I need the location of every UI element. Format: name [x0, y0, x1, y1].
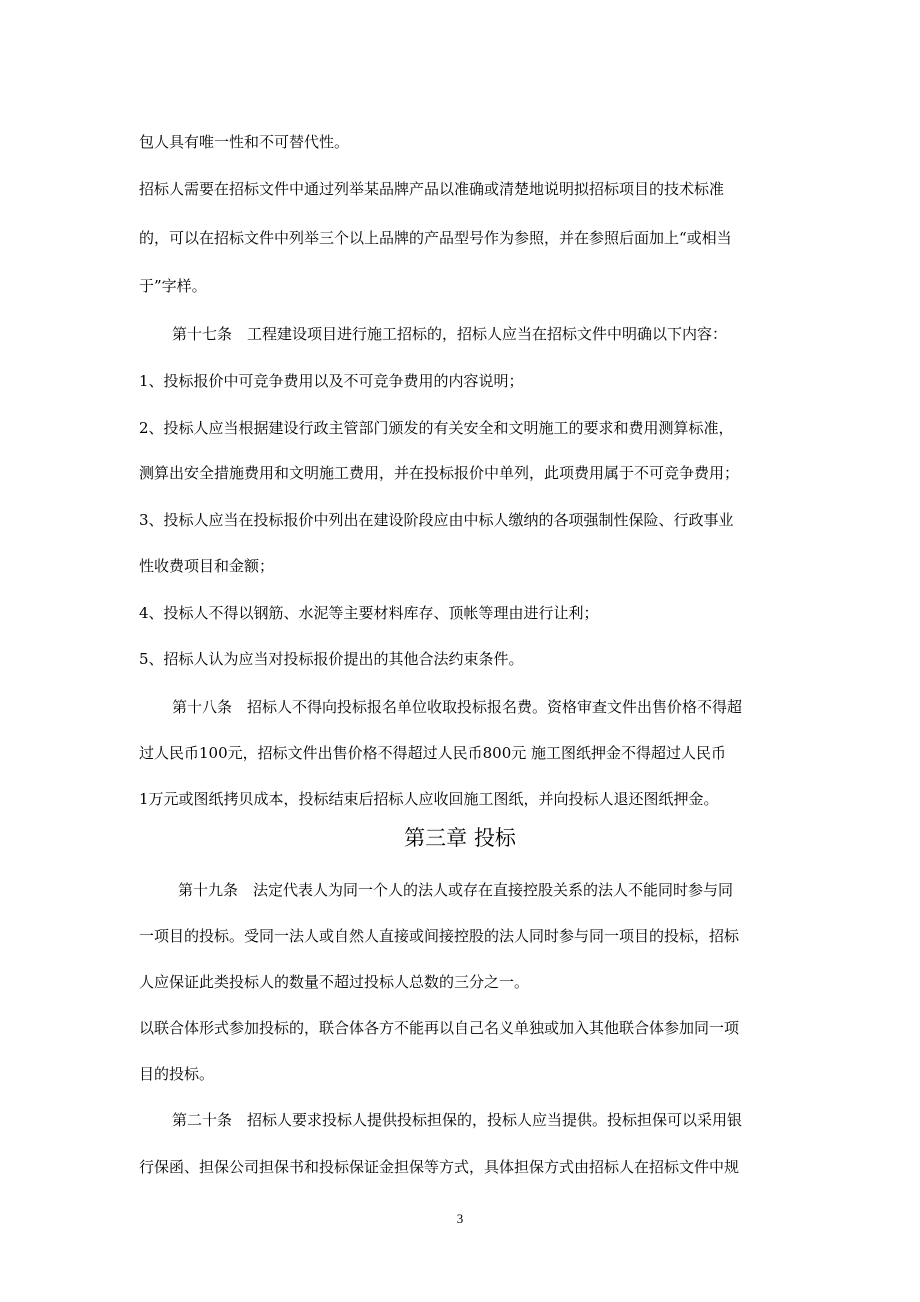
text-line: 人应保证此类投标人的数量不超过投标人总数的三分之一。	[139, 973, 530, 991]
text-line: 一项目的投标。受同一法人或自然人直接或间接控股的法人同时参与同一项目的投标，招标	[139, 927, 740, 945]
text-line: 招标人需要在招标文件中通过列举某品牌产品以准确或清楚地说明拟招标项目的技术标准	[139, 180, 725, 198]
page-number: 3	[456, 1211, 464, 1226]
chapter-title: 第三章 投标	[404, 826, 516, 850]
text-line: 以联合体形式参加投标的，联合体各方不能再以自己名义单独或加入其他联合体参加同一项	[139, 1019, 740, 1037]
text-line: 目的投标。	[139, 1065, 215, 1083]
text-line: 1万元或图纸拷贝成本，投标结束后招标人应收回施工图纸，并向投标人退还图纸押金。	[139, 790, 719, 808]
text-line: 2、投标人应当根据建设行政主管部门颁发的有关安全和文明施工的要求和费用测算标准，	[139, 419, 734, 437]
text-line: 于”字样。	[139, 277, 207, 295]
text-line: 5、招标人认为应当对投标报价提出的其他合法约束条件。	[139, 650, 524, 668]
text-line: 3、投标人应当在投标报价中列出在建设阶段应由中标人缴纳的各项强制性保险、行政事业	[139, 511, 734, 529]
text-line: 的，可以在招标文件中列举三个以上品牌的产品型号作为参照，并在参照后面加上“或相当	[139, 229, 732, 247]
text-line: 测算出安全措施费用和文明施工费用，并在投标报价中单列，此项费用属于不可竞争费用；	[139, 464, 740, 482]
text-line: 第十七条 工程建设项目进行施工招标的，招标人应当在招标文件中明确以下内容：	[172, 325, 728, 343]
text-line: 性收费项目和金额；	[139, 557, 275, 575]
text-line: 4、投标人不得以钢筋、水泥等主要材料库存、顶帐等理由进行让利；	[139, 604, 599, 622]
text-line: 过人民币100元，招标文件出售价格不得超过人民币800元 施工图纸押金不得超过人民币	[139, 744, 727, 762]
text-line: 包人具有唯一性和不可替代性。	[139, 133, 350, 151]
text-line: 1、投标报价中可竞争费用以及不可竞争费用的内容说明；	[139, 372, 524, 390]
text-line: 第二十条 招标人要求投标人提供投标担保的，投标人应当提供。投标担保可以采用银	[172, 1111, 743, 1129]
text-line: 行保函、担保公司担保书和投标保证金担保等方式，具体担保方式由招标人在招标文件中规	[139, 1158, 740, 1176]
text-line: 第十八条 招标人不得向投标报名单位收取投标报名费。资格审查文件出售价格不得超	[172, 698, 743, 716]
text-line: 第十九条 法定代表人为同一个人的法人或存在直接控股关系的法人不能同时参与同	[178, 881, 734, 899]
